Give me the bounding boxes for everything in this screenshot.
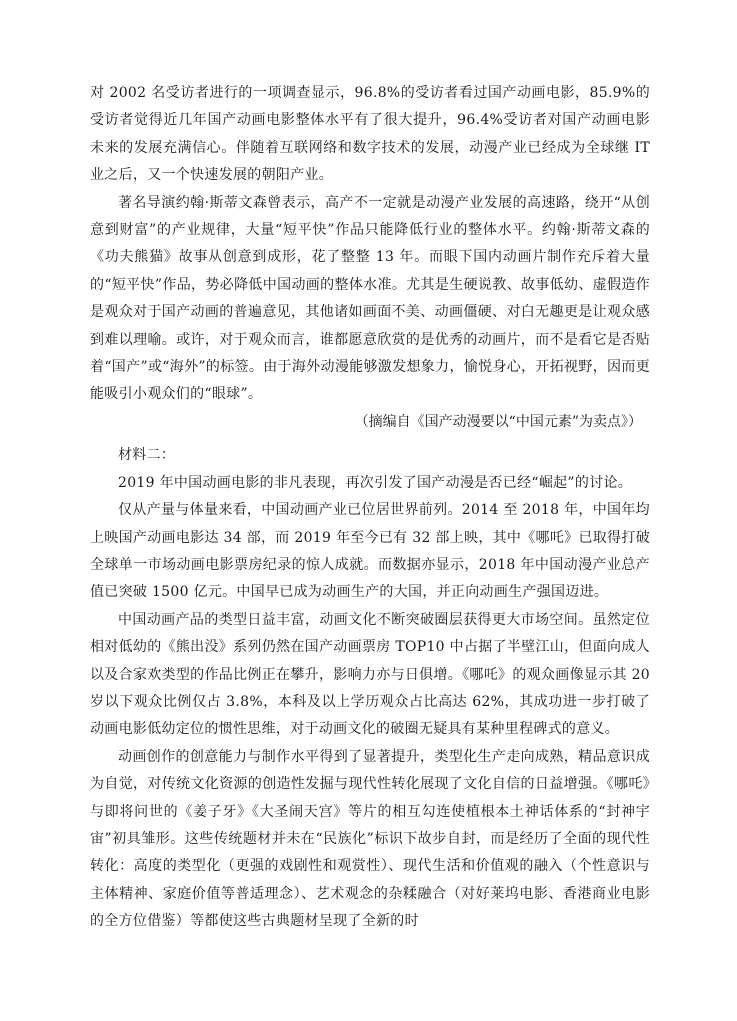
paragraph-stevenson: 著名导演约翰·斯蒂文森曾表示，高产不一定就是动漫产业发展的高速路，绕开“从创意到财富”的产业规律，大量“短平快”作品只能降低行业的整体水平。约翰·斯蒂文森的《功夫熊猫》故事从创意到成形，花了整整 13 年。而眼下国内动画片制作充斥着大量的“短平快”作品，势必降低中国动画的整体水准。尤其是生硬说教、故事低幼、虚假造作是观众对于国产动画的普遍意见，其他诸如画面不美、动画僵硬、对白无趣更是让观众感到难以理喻。或许，对于观众而言，谁都愿意欣赏的是优秀的动画片，而不是看它是否贴着“国产”或“海外”的标签。由于海外动漫能够激发想象力，愉悦身心，开拓视野，因而更能吸引小观众们的“眼球”。	[90, 194, 650, 403]
paragraph-output-volume: 仅从产量与体量来看，中国动画产业已位居世界前列。2014 至 2018 年，中国年均上映国产动画电影达 34 部，而 2019 年至今已有 32 部上映，其中《哪吒》已取得打破全球单一市场动画电影票房纪录的惊人成就。而数据亦显示，2018 年中国动漫产业总产值已突破 1500 亿元。中国早已成为动画生产的大国，并正向动画生产强国迈进。	[90, 502, 650, 601]
document-body	[90, 80, 650, 936]
paragraph-2019-performance: 2019 年中国动画电影的非凡表现，再次引发了国产动漫是否已经“崛起”的讨论。	[118, 474, 633, 491]
paragraph-survey: 对 2002 名受访者进行的一项调查显示，96.8%的受访者看过国产动画电影，85.9%的受访者觉得近几年国产动画电影整体水平有了很大提升，96.4%受访者对国产动画电影未来的发展充满信心。伴随着互联网络和数字技术的发展，动漫产业已经成为全球继 IT 业之后，又一个快速发展的朝阳产业。	[90, 85, 650, 184]
paragraph-creative-ability: 动画创作的创意能力与制作水平得到了显著提升，类型化生产走向成熟，精品意识成为自觉，对传统文化资源的创造性发掘与现代性转化展现了文化自信的日益增强。《哪吒》与即将问世的《姜子牙》《大圣闹天宫》等片的相互勾连使植根本土神话体系的“封神宇宙”初具雏形。这些传统题材并未在“民族化”标识下故步自封，而是经历了全面的现代性转化：高度的类型化（更强的戏剧性和观赏性）、现代生活和价值观的融入（个性意识与主体精神、家庭价值等普适理念）、艺术观念的杂糅融合（对好莱坞电影、香港商业电影的全方位借鉴）等都使这些古典题材呈现了全新的时	[90, 748, 650, 930]
paragraph-product-types: 中国动画产品的类型日益丰富，动画文化不断突破圈层获得更大市场空间。虽然定位相对低幼的《熊出没》系列仍然在国产动画票房 TOP10 中占据了半壁江山，但面向成人以及合家欢类型的作品比例正在攀升，影响力亦与日俱增。《哪吒》的观众画像显示其 20 岁以下观众比例仅占 3.8%，本科及以上学历观众占比高达 62%，其成功进一步打破了动画电影低幼定位的惯性思维，对于动画文化的破圈无疑具有某种里程碑式的意义。	[90, 611, 650, 738]
source-note: （摘编自《国产动漫要以“中国元素”为卖点》）	[354, 413, 642, 430]
material-two-heading: 材料二：	[118, 447, 176, 464]
